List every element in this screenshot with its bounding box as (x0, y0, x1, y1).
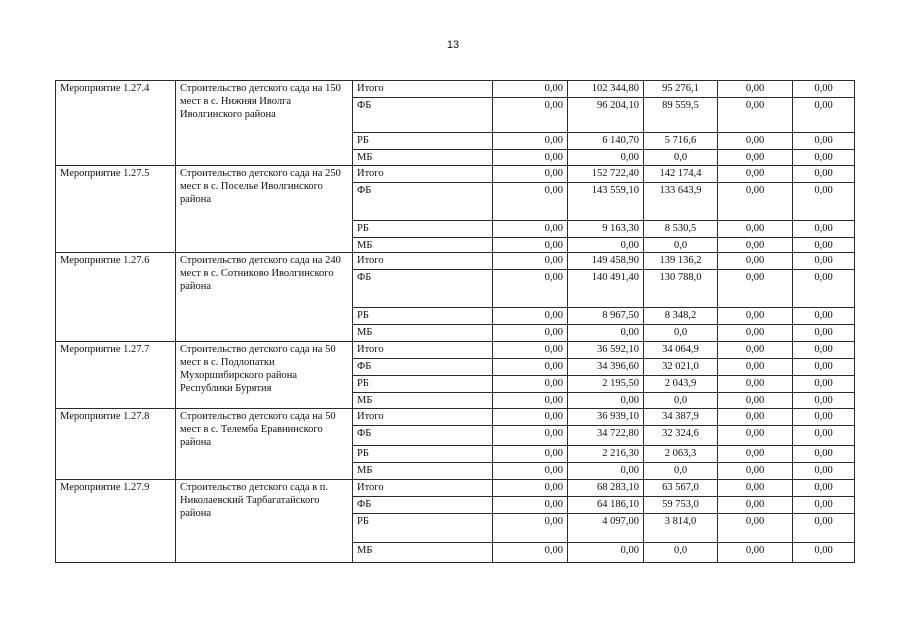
funding-source-cell: РБ (353, 376, 493, 393)
amount-cell: 0,00 (493, 409, 568, 426)
amount-cell: 0,00 (718, 150, 793, 166)
funding-source-cell: МБ (353, 325, 493, 342)
amount-cell: 0,00 (793, 497, 855, 514)
amount-cell: 0,0 (644, 150, 718, 166)
event-id-cell: Мероприятие 1.27.5 (56, 166, 176, 253)
amount-cell: 34 387,9 (644, 409, 718, 426)
amount-cell: 0,0 (644, 238, 718, 253)
funding-source-cell: ФБ (353, 426, 493, 446)
amount-cell: 152 722,40 (568, 166, 644, 183)
amount-cell: 0,00 (718, 98, 793, 133)
event-id-cell: Мероприятие 1.27.4 (56, 81, 176, 166)
amount-cell: 0,00 (568, 150, 644, 166)
page-number: 13 (446, 39, 460, 51)
amount-cell: 0,00 (493, 543, 568, 563)
amount-cell: 89 559,5 (644, 98, 718, 133)
funding-source-cell: МБ (353, 393, 493, 409)
amount-cell: 0,00 (793, 166, 855, 183)
amount-cell: 0,00 (718, 426, 793, 446)
amount-cell: 0,00 (793, 221, 855, 238)
amount-cell: 0,00 (493, 308, 568, 325)
amount-cell: 5 716,6 (644, 133, 718, 150)
amount-cell: 0,00 (493, 238, 568, 253)
funding-source-cell: Итого (353, 480, 493, 497)
funding-source-cell: ФБ (353, 359, 493, 376)
amount-cell: 0,00 (718, 133, 793, 150)
funding-source-cell: Итого (353, 166, 493, 183)
amount-cell: 0,00 (568, 393, 644, 409)
amount-cell: 0,00 (793, 543, 855, 563)
amount-cell: 102 344,80 (568, 81, 644, 98)
amount-cell: 0,00 (568, 463, 644, 480)
amount-cell: 0,00 (568, 325, 644, 342)
amount-cell: 8 967,50 (568, 308, 644, 325)
amount-cell: 0,00 (718, 183, 793, 221)
funding-source-cell: МБ (353, 238, 493, 253)
event-name-cell: Строительство детского сада в п. Николаевский Тарбагатайского района (176, 480, 353, 563)
amount-cell: 0,00 (793, 270, 855, 308)
amount-cell: 0,00 (793, 150, 855, 166)
amount-cell: 0,00 (493, 325, 568, 342)
amount-cell: 6 140,70 (568, 133, 644, 150)
event-name-cell: Строительство детского сада на 250 мест в с. Поселье Иволгинского района (176, 166, 353, 253)
amount-cell: 0,00 (493, 221, 568, 238)
amount-cell: 32 324,6 (644, 426, 718, 446)
funding-table (55, 80, 855, 563)
amount-cell: 0,00 (793, 325, 855, 342)
table-row (56, 253, 855, 270)
amount-cell: 36 592,10 (568, 342, 644, 359)
amount-cell: 63 567,0 (644, 480, 718, 497)
amount-cell: 2 063,3 (644, 446, 718, 463)
funding-source-cell: МБ (353, 543, 493, 563)
funding-source-cell: Итого (353, 81, 493, 98)
amount-cell: 2 043,9 (644, 376, 718, 393)
amount-cell: 0,00 (718, 253, 793, 270)
amount-cell: 0,00 (718, 480, 793, 497)
amount-cell: 0,0 (644, 393, 718, 409)
amount-cell: 142 174,4 (644, 166, 718, 183)
funding-source-cell: Итого (353, 253, 493, 270)
amount-cell: 0,00 (493, 393, 568, 409)
amount-cell: 0,00 (793, 98, 855, 133)
amount-cell: 0,00 (568, 238, 644, 253)
amount-cell: 3 814,0 (644, 514, 718, 543)
amount-cell: 0,00 (493, 514, 568, 543)
amount-cell: 0,00 (493, 183, 568, 221)
amount-cell: 0,00 (718, 393, 793, 409)
amount-cell: 0,00 (493, 133, 568, 150)
table-row (56, 409, 855, 426)
event-name-cell: Строительство детского сада на 50 мест в с. Телемба Еравнинского района (176, 409, 353, 480)
funding-source-cell: ФБ (353, 497, 493, 514)
amount-cell: 0,00 (718, 376, 793, 393)
amount-cell: 64 186,10 (568, 497, 644, 514)
amount-cell: 0,00 (718, 359, 793, 376)
event-name-cell: Строительство детского сада на 150 мест в с. Нижняя Иволга Иволгинского района (176, 81, 353, 166)
funding-source-cell: РБ (353, 446, 493, 463)
amount-cell: 0,00 (793, 480, 855, 497)
amount-cell: 143 559,10 (568, 183, 644, 221)
amount-cell: 0,00 (793, 238, 855, 253)
amount-cell: 2 195,50 (568, 376, 644, 393)
funding-source-cell: ФБ (353, 270, 493, 308)
amount-cell: 0,00 (718, 325, 793, 342)
amount-cell: 59 753,0 (644, 497, 718, 514)
amount-cell: 96 204,10 (568, 98, 644, 133)
amount-cell: 0,00 (793, 514, 855, 543)
amount-cell: 0,00 (793, 463, 855, 480)
amount-cell: 0,00 (718, 409, 793, 426)
amount-cell: 36 939,10 (568, 409, 644, 426)
amount-cell: 0,00 (493, 342, 568, 359)
event-id-cell: Мероприятие 1.27.9 (56, 480, 176, 563)
funding-source-cell: МБ (353, 463, 493, 480)
amount-cell: 0,00 (793, 393, 855, 409)
amount-cell: 0,00 (793, 376, 855, 393)
amount-cell: 0,00 (718, 308, 793, 325)
amount-cell: 0,00 (493, 376, 568, 393)
funding-source-cell: РБ (353, 133, 493, 150)
event-name-cell: Строительство детского сада на 50 мест в с. Подлопатки Мухоршибирского района Республики Бурятия (176, 342, 353, 409)
amount-cell: 130 788,0 (644, 270, 718, 308)
amount-cell: 32 021,0 (644, 359, 718, 376)
amount-cell: 8 348,2 (644, 308, 718, 325)
amount-cell: 0,00 (793, 81, 855, 98)
table-row (56, 342, 855, 359)
amount-cell: 0,00 (718, 342, 793, 359)
amount-cell: 0,00 (493, 150, 568, 166)
funding-source-cell: РБ (353, 308, 493, 325)
amount-cell: 34 722,80 (568, 426, 644, 446)
amount-cell: 8 530,5 (644, 221, 718, 238)
amount-cell: 149 458,90 (568, 253, 644, 270)
funding-source-cell: РБ (353, 221, 493, 238)
amount-cell: 0,0 (644, 325, 718, 342)
amount-cell: 0,00 (793, 446, 855, 463)
amount-cell: 0,00 (718, 166, 793, 183)
amount-cell: 0,00 (793, 359, 855, 376)
amount-cell: 0,00 (793, 253, 855, 270)
amount-cell: 0,00 (718, 446, 793, 463)
amount-cell: 0,00 (493, 359, 568, 376)
table-row (56, 480, 855, 497)
amount-cell: 0,00 (493, 98, 568, 133)
amount-cell: 0,00 (493, 426, 568, 446)
funding-source-cell: Итого (353, 342, 493, 359)
amount-cell: 2 216,30 (568, 446, 644, 463)
amount-cell: 95 276,1 (644, 81, 718, 98)
amount-cell: 0,00 (493, 81, 568, 98)
amount-cell: 0,00 (718, 497, 793, 514)
amount-cell: 0,00 (493, 166, 568, 183)
table-row (56, 81, 855, 98)
funding-source-cell: МБ (353, 150, 493, 166)
event-id-cell: Мероприятие 1.27.6 (56, 253, 176, 342)
amount-cell: 68 283,10 (568, 480, 644, 497)
amount-cell: 0,00 (793, 426, 855, 446)
amount-cell: 0,0 (644, 543, 718, 563)
funding-source-cell: ФБ (353, 98, 493, 133)
amount-cell: 9 163,30 (568, 221, 644, 238)
funding-source-cell: РБ (353, 514, 493, 543)
amount-cell: 0,00 (493, 253, 568, 270)
amount-cell: 0,00 (718, 463, 793, 480)
amount-cell: 0,0 (644, 463, 718, 480)
amount-cell: 133 643,9 (644, 183, 718, 221)
amount-cell: 0,00 (718, 238, 793, 253)
amount-cell: 0,00 (718, 270, 793, 308)
event-name-cell: Строительство детского сада на 240 мест в с. Сотниково Иволгинского района (176, 253, 353, 342)
amount-cell: 0,00 (793, 409, 855, 426)
funding-source-cell: ФБ (353, 183, 493, 221)
event-id-cell: Мероприятие 1.27.8 (56, 409, 176, 480)
amount-cell: 0,00 (793, 342, 855, 359)
amount-cell: 34 396,60 (568, 359, 644, 376)
funding-table-body (56, 81, 855, 563)
amount-cell: 4 097,00 (568, 514, 644, 543)
amount-cell: 0,00 (793, 308, 855, 325)
amount-cell: 140 491,40 (568, 270, 644, 308)
amount-cell: 0,00 (493, 463, 568, 480)
amount-cell: 0,00 (718, 514, 793, 543)
amount-cell: 0,00 (568, 543, 644, 563)
amount-cell: 0,00 (493, 270, 568, 308)
amount-cell: 34 064,9 (644, 342, 718, 359)
amount-cell: 139 136,2 (644, 253, 718, 270)
amount-cell: 0,00 (493, 480, 568, 497)
amount-cell: 0,00 (493, 497, 568, 514)
amount-cell: 0,00 (793, 183, 855, 221)
amount-cell: 0,00 (718, 221, 793, 238)
amount-cell: 0,00 (793, 133, 855, 150)
amount-cell: 0,00 (718, 81, 793, 98)
funding-source-cell: Итого (353, 409, 493, 426)
amount-cell: 0,00 (718, 543, 793, 563)
event-id-cell: Мероприятие 1.27.7 (56, 342, 176, 409)
amount-cell: 0,00 (493, 446, 568, 463)
table-row (56, 166, 855, 183)
